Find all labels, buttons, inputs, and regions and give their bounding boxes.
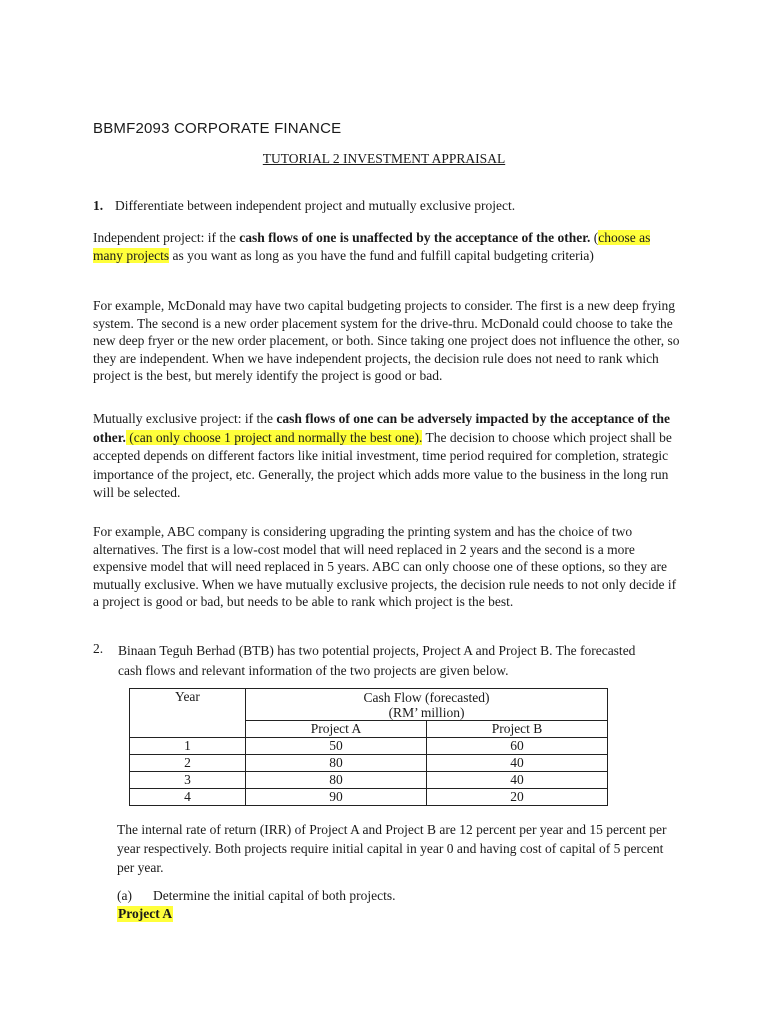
project-a-header: Project A bbox=[246, 721, 427, 738]
irr-paragraph: The internal rate of return (IRR) of Project A and Project B are 12 percent per year and 15 percent per year respectively. Both projects require initial capital in year 0 and having cost of capital of 5 percent per year. bbox=[117, 822, 667, 875]
definition-lead: Independent project: if the bbox=[93, 230, 240, 245]
project-a-cell: 50 bbox=[246, 738, 427, 755]
project-a-cell: 80 bbox=[246, 772, 427, 789]
highlighted-text: (can only choose 1 project and normally the best one). bbox=[125, 429, 423, 445]
cash-flow-table bbox=[129, 688, 608, 806]
project-b-cell: 20 bbox=[427, 789, 608, 806]
definition-lead: Mutually exclusive project: if the bbox=[93, 411, 277, 426]
definition-bold: cash flows of one can be adversely impacted by the acceptance of the other. bbox=[93, 411, 671, 445]
independent-example-paragraph: For example, McDonald may have two capital budgeting projects to consider. The first is a new deep frying system. The second is a new order placement system for the drive-thru. McDonald could choose to take the new deep fryer or the new order placement, or both. Since taking one project does not influence the other, so they are independent. When we have independent projects, the decision rule does not need to rank which project is the best, but merely identify the project is good or bad. bbox=[93, 298, 680, 383]
question-2-number: 2. bbox=[93, 641, 104, 656]
question-1 bbox=[93, 198, 515, 214]
year-cell: 2 bbox=[130, 755, 246, 772]
mutually-exclusive-definition bbox=[93, 410, 683, 503]
cash-flow-header-line-2: (RM’ million) bbox=[388, 705, 465, 720]
mutually-exclusive-example-paragraph: For example, ABC company is considering upgrading the printing system and has the choice of two alternatives. The first is a low-cost model that will need replaced in 2 years and the second is a more expensive model that will need replaced in 5 years. ABC can only choose one of these options, so they are mutually exclusive. When we have mutually exclusive projects, the decision rule needs to not only decide if a project is good or bad, but needs to be able to rank which project is the best. bbox=[93, 524, 677, 609]
question-1-number: 1. bbox=[93, 198, 104, 213]
project-a-heading: Project A bbox=[118, 906, 173, 921]
project-b-cell: 60 bbox=[427, 738, 608, 755]
definition-rest: as you want as long as you have the fund and fulfill capital budgeting criteria) bbox=[169, 247, 594, 263]
tutorial-title: TUTORIAL 2 INVESTMENT APPRAISAL bbox=[262, 151, 506, 166]
project-a-cell: 80 bbox=[246, 755, 427, 772]
project-b-cell: 40 bbox=[427, 755, 608, 772]
project-a-cell: 90 bbox=[246, 789, 427, 806]
year-cell: 1 bbox=[130, 738, 246, 755]
project-b-header: Project B bbox=[427, 721, 608, 738]
table-row bbox=[130, 738, 608, 755]
question-2a-label: (a) bbox=[117, 888, 132, 903]
year-header: Year bbox=[130, 689, 246, 738]
course-title: BBMF2093 CORPORATE FINANCE bbox=[93, 120, 342, 137]
year-cell: 4 bbox=[130, 789, 246, 806]
independent-project-definition bbox=[93, 229, 683, 264]
question-2a bbox=[117, 888, 396, 904]
table-row bbox=[130, 772, 608, 789]
cash-flow-header-line-1: Cash Flow (forecasted) bbox=[363, 690, 490, 705]
highlighted-text: choose as many projects bbox=[93, 230, 651, 263]
project-b-cell: 40 bbox=[427, 772, 608, 789]
cash-flow-header bbox=[246, 689, 608, 721]
table-row bbox=[130, 789, 608, 806]
year-cell: 3 bbox=[130, 772, 246, 789]
question-1-text: Differentiate between independent project and mutually exclusive project. bbox=[115, 198, 516, 213]
question-2a-text: Determine the initial capital of both projects. bbox=[153, 888, 396, 903]
definition-bold: cash flows of one is unaffected by the acceptance of the other. bbox=[239, 230, 591, 245]
table-row bbox=[130, 755, 608, 772]
definition-rest: The decision to choose which project shall be accepted depends on different factors like initial investment, time period required for completion, strategic importance of the project, etc. Generally, the project which adds more value to the business in the long run will be selected. bbox=[93, 429, 672, 500]
paren-open: ( bbox=[593, 230, 599, 245]
question-2-text: Binaan Teguh Berhad (BTB) has two potential projects, Project A and Project B. The forecasted cash flows and relevant information of the two projects are given below. bbox=[118, 643, 636, 678]
